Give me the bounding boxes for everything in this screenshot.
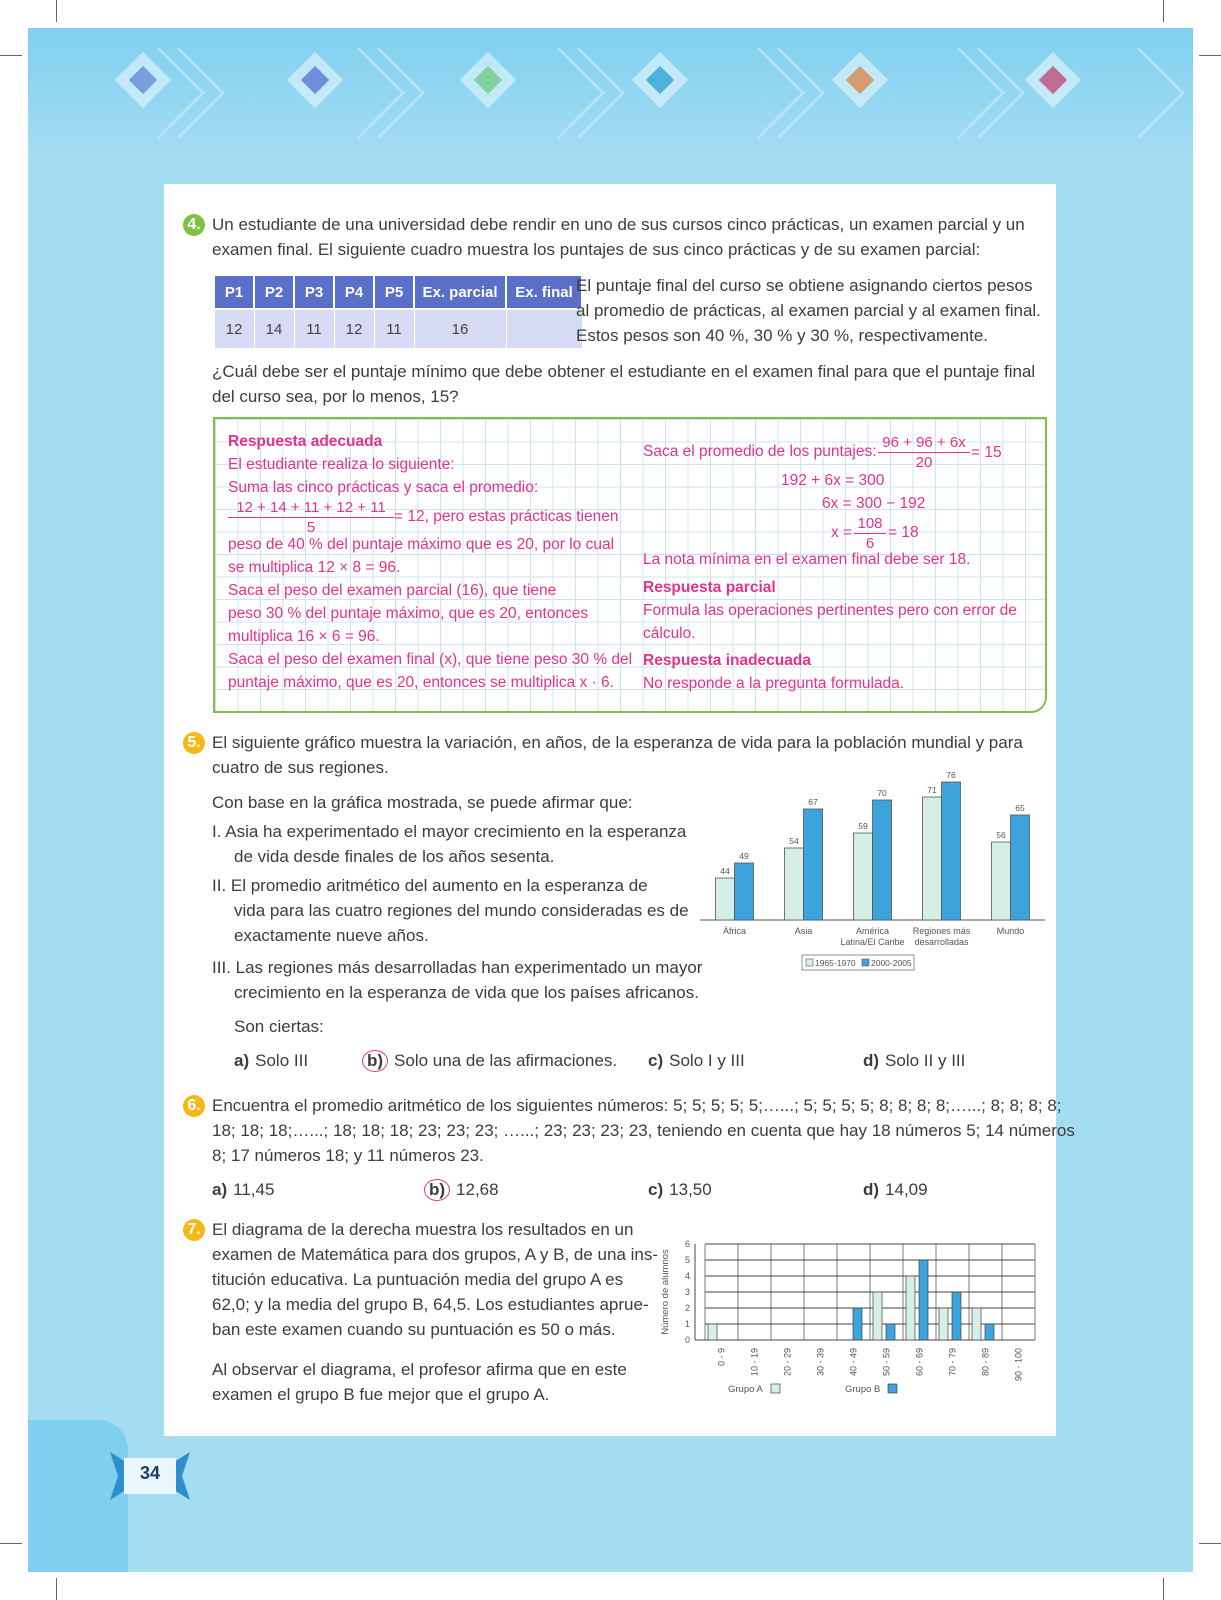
q5-statement-1a: I. Asia ha experimentado el mayor crecimiento en la esperanza [212, 822, 687, 841]
option-text: Solo III [255, 1051, 309, 1070]
option-text: 12,68 [456, 1180, 499, 1199]
y-tick-label: 1 [684, 1319, 690, 1329]
ornament-pattern-icon [28, 28, 1193, 158]
bar [939, 1308, 948, 1340]
rubric-heading-inadequate: Respuesta inadecuada [643, 652, 811, 669]
q5-statement-3b: crecimiento en la esperanza de vida que los países africanos. [234, 983, 699, 1002]
crop-mark [56, 1578, 57, 1600]
category-label: Asia [794, 926, 813, 936]
value-cell: 11 [294, 309, 334, 349]
rubric-line: 192 + 6x = 300 [781, 472, 885, 489]
rubric-line: La nota mínima en el examen final debe ser 18. [643, 551, 971, 568]
legend-swatch [862, 959, 869, 966]
bar [716, 878, 735, 920]
rubric-line: = 18 [888, 524, 919, 541]
scores-table [213, 274, 583, 349]
crop-mark [1163, 0, 1164, 22]
option-letter: a) [234, 1051, 250, 1070]
fraction-score-average [878, 433, 970, 472]
q4-question-line-1: ¿Cuál debe ser el puntaje mínimo que debe obtener el estudiante en el examen final para que el puntaje final [212, 362, 1036, 381]
category-label: Mundo [996, 926, 1025, 936]
q5-text-line-2: cuatro de sus regiones. [212, 758, 389, 777]
legend-swatch [888, 1384, 897, 1393]
header-cell: Ex. parcial [414, 275, 506, 309]
category-label: África [722, 926, 747, 936]
decorative-header-band [28, 28, 1193, 158]
category-label: 10 - 19 [749, 1348, 760, 1377]
q4-side-line-1: El puntaje final del curso se obtiene asignando ciertos pesos [576, 276, 1033, 295]
bar [708, 1324, 717, 1340]
legend-swatch [771, 1384, 780, 1393]
page-number: 34 [139, 1463, 161, 1483]
bar [735, 863, 754, 920]
q5-intro: Con base en la gráfica mostrada, se puede afirmar que: [212, 793, 633, 812]
data-label: 65 [1015, 803, 1025, 813]
data-label: 44 [720, 866, 730, 876]
category-label: 40 - 49 [848, 1348, 859, 1377]
value-cell: 12 [334, 309, 374, 349]
bar [886, 1324, 895, 1340]
q4-question-line-2: del curso sea, por lo menos, 15? [212, 387, 459, 406]
legend-label: 2000-2005 [871, 958, 912, 968]
crop-mark [56, 0, 57, 22]
category-label: Latina/El Caribe [840, 937, 905, 947]
life-expectancy-chart [700, 770, 1050, 1000]
header-cell: P4 [334, 275, 374, 309]
scores-header-row [214, 275, 582, 309]
q6-option-c[interactable] [648, 1178, 712, 1202]
fraction-denominator: 6 [865, 535, 875, 552]
legend-swatch [806, 959, 813, 966]
question-5-number: 5. [183, 732, 205, 754]
option-text: 13,50 [669, 1180, 712, 1199]
q5-statement-2b: vida para las cuatro regiones del mundo consideradas es de [234, 901, 689, 920]
bar [853, 1308, 862, 1340]
q5-statement-1b: de vida desde finales de los años sesenta. [234, 847, 555, 866]
option-letter-circled: b) [424, 1179, 450, 1201]
fraction-numerator: 108 [854, 514, 886, 534]
legend-label: Grupo A [728, 1384, 763, 1395]
value-cell: 11 [374, 309, 414, 349]
q7-text-line-2: examen de Matemática para dos grupos, A y B, de una ins- [212, 1245, 659, 1264]
rubric-line: No responde a la pregunta formulada. [643, 675, 905, 692]
option-text: 14,09 [885, 1180, 928, 1199]
y-tick-label: 6 [684, 1239, 690, 1249]
q7-text-line-1: El diagrama de la derecha muestra los resultados en un [212, 1220, 634, 1239]
data-label: 70 [877, 788, 887, 798]
rubric-line: = 15 [971, 444, 1002, 461]
scores-value-row [214, 309, 582, 349]
crop-mark [0, 1543, 22, 1544]
legend-label: 1965-1970 [815, 958, 856, 968]
category-label: 70 - 79 [947, 1348, 958, 1377]
bar [972, 1308, 981, 1340]
q5-statement-3a: III. Las regiones más desarrolladas han experimentado un mayor [212, 958, 703, 977]
fraction-denominator: 20 [915, 454, 933, 471]
option-text: Solo II y III [885, 1051, 966, 1070]
bar [804, 809, 823, 920]
category-label: 0 - 9 [716, 1348, 727, 1367]
value-cell: 14 [254, 309, 294, 349]
question-6-number: 6. [183, 1095, 205, 1117]
category-label: 50 - 59 [881, 1348, 892, 1377]
data-label: 54 [789, 836, 799, 846]
q6-text-line-1: Encuentra el promedio aritmético de los siguientes números: 5; 5; 5; 5; 5;…...; 5; 5; 5; 5; 8; 8; 8; 8;…...; 8; 8; 8; 8; [212, 1096, 1062, 1115]
option-letter: a) [212, 1180, 228, 1199]
bar [919, 1260, 928, 1340]
y-tick-label: 2 [684, 1303, 690, 1313]
q4-side-line-3: Estos pesos son 40 %, 30 % y 30 %, respectivamente. [576, 326, 988, 345]
rubric-line: puntaje máximo, que es 20, entonces se multiplica x · 6. [228, 674, 614, 691]
fraction-numerator: 96 + 96 + 6x [878, 433, 970, 453]
q5-text-line-1: El siguiente gráfico muestra la variación, en años, de la esperanza de vida para la población mundial y para [212, 733, 1023, 752]
bar [985, 1324, 994, 1340]
header-cell: P3 [294, 275, 334, 309]
header-cell: Ex. final [506, 275, 582, 309]
option-text: Solo una de las afirmaciones. [394, 1051, 618, 1070]
y-tick-label: 5 [684, 1255, 690, 1265]
category-label: 80 - 89 [980, 1348, 991, 1377]
exam-results-chart [660, 1230, 1050, 1420]
rubric-line: = 12, pero estas prácticas tienen [394, 508, 619, 525]
q5-statement-2c: exactamente nueve años. [234, 926, 429, 945]
fraction-practice-average [228, 498, 394, 537]
q7-text-line-3: titución educativa. La puntuación media del grupo A es [212, 1270, 624, 1289]
bar [854, 833, 873, 920]
q7-text-line-5: ban este examen cuando su puntuación es 50 o más. [212, 1320, 616, 1339]
option-letter-circled: b) [362, 1050, 388, 1072]
q7-text-line-4: 62,0; y la media del grupo B, 64,5. Los estudiantes aprue- [212, 1295, 649, 1314]
rubric-heading-partial: Respuesta parcial [643, 579, 776, 596]
category-label: 60 - 69 [914, 1348, 925, 1377]
q6-option-d[interactable] [863, 1178, 928, 1202]
value-cell [506, 309, 582, 349]
option-letter: d) [863, 1051, 880, 1070]
fraction-denominator: 5 [306, 519, 316, 536]
rubric-line: Suma las cinco prácticas y saca el promedio: [228, 479, 539, 496]
q5-option-a[interactable] [234, 1049, 308, 1073]
bar [873, 1292, 882, 1340]
q4-text-line-2: examen final. El siguiente cuadro muestra los puntajes de sus cinco prácticas y de su examen parcial: [212, 240, 981, 259]
rubric-line: se multiplica 12 × 8 = 96. [228, 559, 401, 576]
bar [906, 1276, 915, 1340]
q6-text-line-2: 18; 18; 18;…...; 18; 18; 18; 23; 23; 23; …...; 23; 23; 23; 23, teniendo en cuenta que hay 18 números 5; 14 números [212, 1121, 1075, 1140]
q5-option-b[interactable] [362, 1049, 617, 1073]
rubric-line: cálculo. [643, 625, 696, 642]
category-label: América [855, 926, 890, 936]
q6-option-a[interactable] [212, 1178, 274, 1202]
legend-label: Grupo B [845, 1384, 881, 1395]
data-label: 49 [739, 851, 749, 861]
rubric-line: peso de 40 % del puntaje máximo que es 20, por lo cual [228, 536, 615, 553]
data-label: 56 [996, 830, 1006, 840]
option-letter: c) [648, 1051, 664, 1070]
y-axis-label: Número de alumnos [660, 1249, 671, 1335]
bar [923, 797, 942, 920]
data-label: 76 [946, 770, 956, 780]
rubric-line: multiplica 16 × 6 = 96. [228, 628, 380, 645]
rubric-line: Saca el peso del examen parcial (16), que tiene [228, 582, 557, 599]
bar [992, 842, 1011, 920]
y-tick-label: 0 [684, 1335, 690, 1345]
header-cell: P2 [254, 275, 294, 309]
category-label: 90 - 100 [1013, 1348, 1024, 1382]
option-text: Solo I y III [669, 1051, 745, 1070]
q6-option-b[interactable] [424, 1178, 499, 1202]
q4-text-line-1: Un estudiante de una universidad debe rendir en uno de sus cursos cinco prácticas, un examen parcial y un [212, 215, 1025, 234]
rubric-line: Formula las operaciones pertinentes pero con error de [643, 602, 1017, 619]
fraction-x-value [854, 514, 886, 553]
data-label: 71 [927, 785, 937, 795]
q7-text-line-6: Al observar el diagrama, el profesor afirma que en este [212, 1360, 627, 1379]
y-tick-label: 4 [684, 1271, 690, 1281]
category-label: 20 - 29 [782, 1348, 793, 1377]
y-tick-label: 3 [684, 1287, 690, 1297]
rubric-line: El estudiante realiza lo siguiente: [228, 456, 455, 473]
crop-mark [0, 55, 22, 56]
rubric-line: Saca el peso del examen final (x), que tiene peso 30 % del [228, 651, 633, 668]
q4-side-line-2: al promedio de prácticas, al examen parcial y al examen final. [576, 301, 1041, 320]
option-letter: d) [863, 1180, 880, 1199]
category-label: desarrolladas [914, 937, 969, 947]
bar [1011, 815, 1030, 920]
q5-statement-2a: II. El promedio aritmético del aumento en la esperanza de [212, 876, 648, 895]
option-letter: c) [648, 1180, 664, 1199]
fraction-numerator: 12 + 14 + 11 + 12 + 11 [228, 498, 394, 518]
bar [952, 1292, 961, 1340]
rubric-line: x = [831, 524, 853, 541]
header-cell: P5 [374, 275, 414, 309]
header-cell: P1 [214, 275, 254, 309]
rubric-line: 6x = 300 − 192 [822, 495, 926, 512]
q7-text-line-7: examen el grupo B fue mejor que el grupo A. [212, 1385, 550, 1404]
crop-mark [1199, 1543, 1221, 1544]
bar [785, 848, 804, 920]
data-label: 67 [808, 797, 818, 807]
value-cell: 16 [414, 309, 506, 349]
rubric-heading-adequate: Respuesta adecuada [228, 433, 383, 450]
bar [942, 782, 961, 920]
question-4-number: 4. [183, 214, 205, 236]
q5-option-d[interactable] [863, 1049, 965, 1073]
value-cell: 12 [214, 309, 254, 349]
data-label: 59 [858, 821, 868, 831]
q5-prompt: Son ciertas: [234, 1017, 324, 1036]
category-label: 30 - 39 [815, 1348, 826, 1377]
category-label: Regiones más [912, 926, 971, 936]
q6-text-line-3: 8; 17 números 18; y 11 números 23. [212, 1146, 484, 1165]
q5-option-c[interactable] [648, 1049, 745, 1073]
crop-mark [1199, 55, 1221, 56]
rubric-line: Saca el promedio de los puntajes: [643, 443, 877, 460]
question-7-number: 7. [183, 1219, 205, 1241]
option-text: 11,45 [233, 1180, 275, 1199]
crop-mark [1163, 1578, 1164, 1600]
bar [873, 800, 892, 920]
rubric-line: peso 30 % del puntaje máximo, que es 20, entonces [228, 605, 589, 622]
